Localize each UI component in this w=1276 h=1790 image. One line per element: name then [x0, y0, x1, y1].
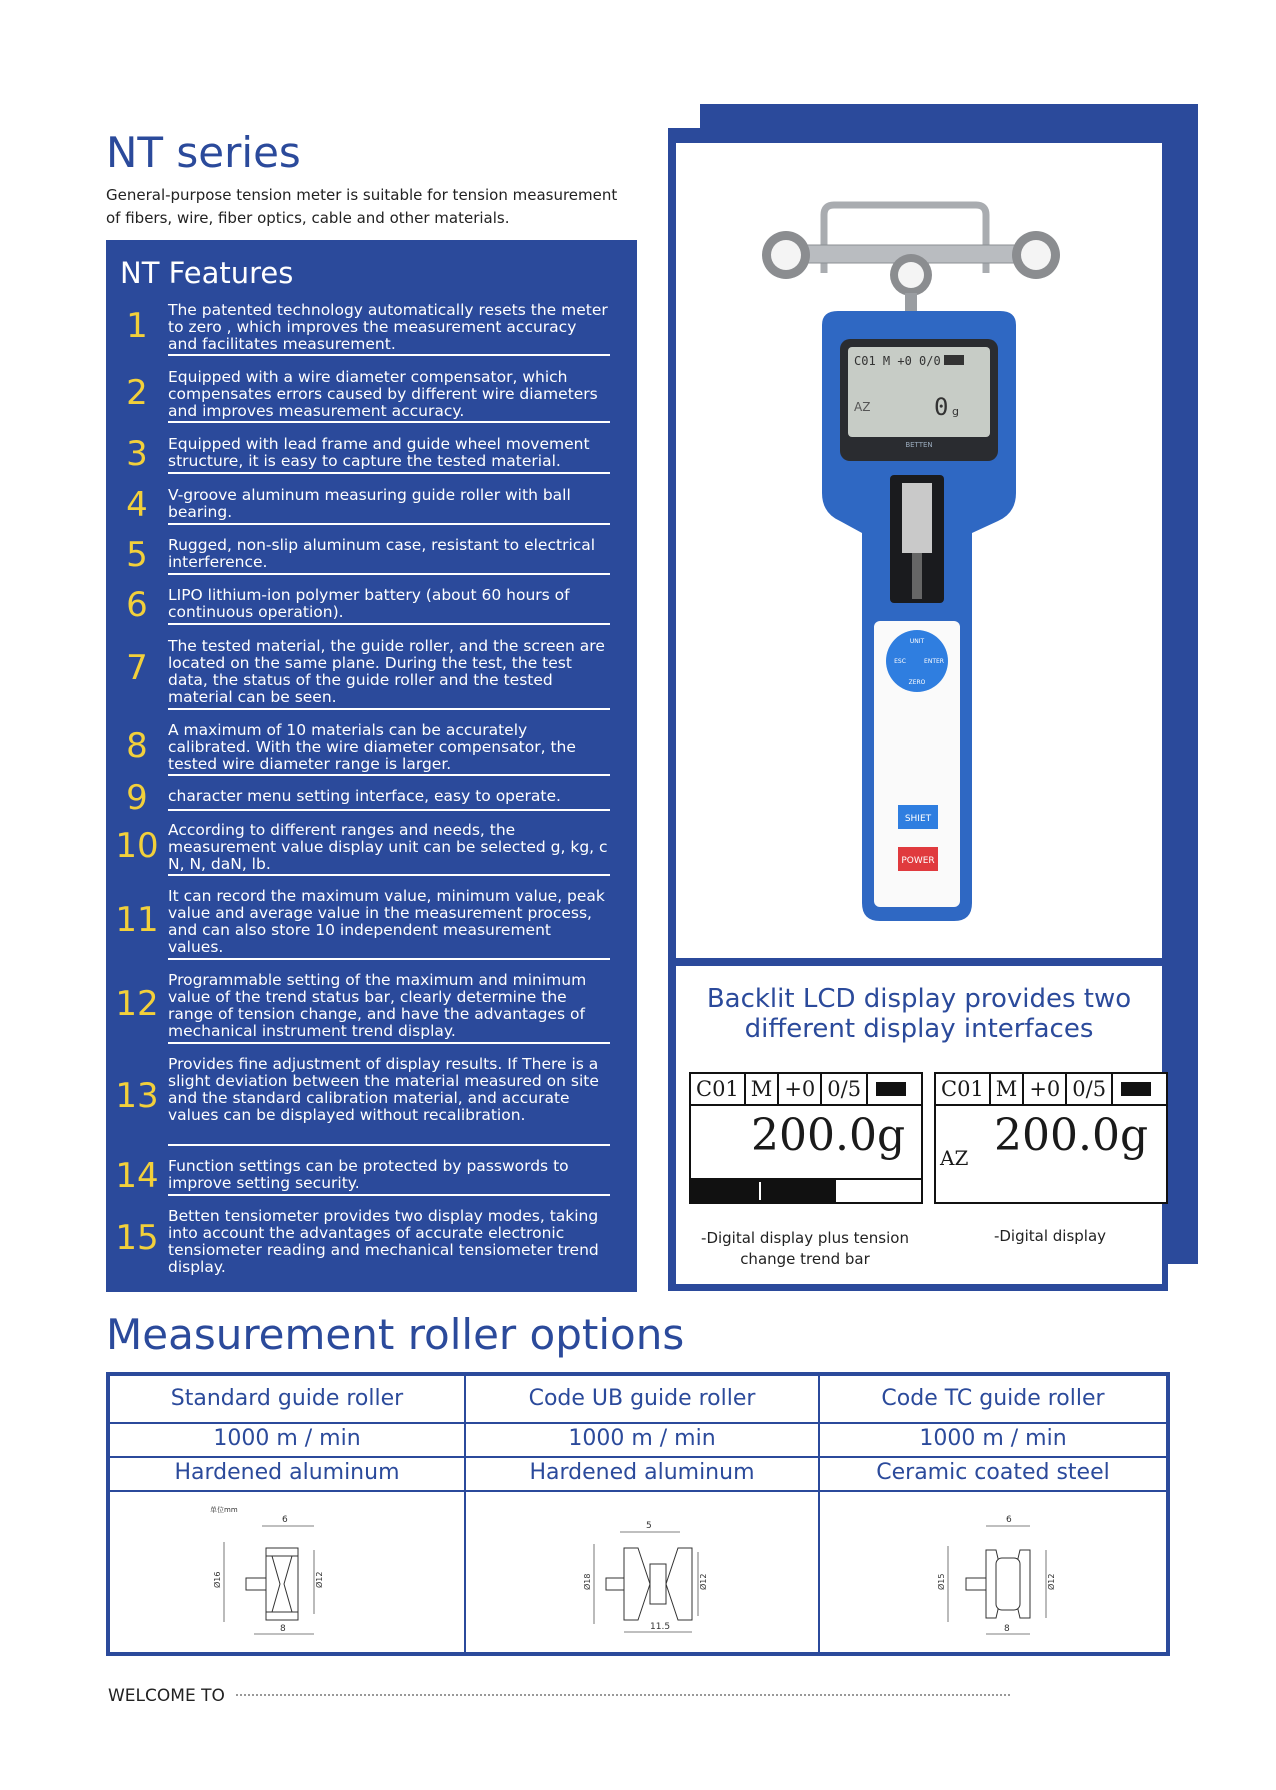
roller-drawing-standard	[210, 1498, 370, 1648]
feature-text: V-groove aluminum measuring guide roller with ball bearing.	[168, 486, 571, 521]
feature-text: The patented technology automatically resets the meter to zero , which improves the measurement accuracy and facilitates measurement.	[168, 301, 608, 353]
svg-text:Ø12: Ø12	[699, 1573, 708, 1590]
tension-meter-image	[676, 143, 1162, 958]
divider	[168, 421, 610, 423]
table-divider	[818, 1376, 820, 1652]
divider	[168, 1042, 610, 1044]
feature-text: character menu setting interface, easy to operate.	[168, 787, 561, 805]
feature-text: Rugged, non-slip aluminum case, resistant to electrical interference.	[168, 536, 596, 571]
battery-icon	[876, 1082, 906, 1096]
feature-text: According to different ranges and needs, the measurement value display unit can be selected g, kg, c N, N, daN, lb.	[168, 821, 608, 873]
roller-table	[106, 1372, 1170, 1656]
lcd-cell: 0/5	[1067, 1074, 1113, 1104]
device-lcd-status: C01 M +0 0/0	[854, 354, 941, 368]
feature-number: 7	[126, 648, 148, 688]
key-zero: ZERO	[908, 679, 926, 686]
divider	[168, 472, 610, 474]
divider	[168, 354, 610, 356]
feature-text: Equipped with lead frame and guide wheel movement structure, it is easy to capture the tested material.	[168, 435, 590, 470]
key-esc: ESC	[894, 658, 906, 665]
lcd-value: 200.0g	[751, 1110, 906, 1161]
svg-text:Ø12: Ø12	[1047, 1573, 1056, 1590]
lcd-az: AZ	[940, 1146, 969, 1170]
divider	[168, 573, 610, 575]
power-button-label: POWER	[901, 856, 935, 866]
lcd-cell: +0	[779, 1074, 822, 1104]
svg-text:11.5: 11.5	[650, 1622, 671, 1632]
roller-speed: 1000 m / min	[568, 1426, 716, 1451]
feature-number: 9	[126, 778, 148, 818]
trend-bar-marker	[759, 1182, 761, 1200]
table-divider	[110, 1422, 1166, 1424]
table-divider	[110, 1456, 1166, 1458]
lcd-cell: M	[991, 1074, 1025, 1104]
feature-number: 8	[126, 726, 148, 766]
feature-number: 6	[126, 585, 148, 625]
divider	[168, 874, 610, 876]
product-photo-area	[676, 143, 1162, 958]
svg-text:5: 5	[646, 1521, 652, 1531]
footer-text: WELCOME TO	[108, 1686, 225, 1706]
feature-text: A maximum of 10 materials can be accurately calibrated. With the wire diameter compensator, the tested wire diameter range is larger.	[168, 721, 576, 773]
feature-number: 2	[126, 373, 148, 413]
intro-text: General-purpose tension meter is suitable for tension measurement of fibers, wire, fiber optics, cable and other materials.	[106, 186, 618, 227]
key-enter: ENTER	[924, 658, 944, 665]
roller-drawing-tc	[930, 1498, 1090, 1648]
device-reading: 0	[934, 393, 949, 421]
roller-speed: 1000 m / min	[213, 1426, 361, 1451]
divider	[168, 1144, 610, 1146]
trend-bar	[691, 1178, 921, 1202]
lcd-digital-display	[934, 1072, 1168, 1204]
feature-number: 4	[126, 485, 148, 525]
table-divider	[464, 1376, 466, 1652]
svg-text:6: 6	[1006, 1515, 1012, 1525]
feature-number: 1	[126, 306, 148, 346]
svg-text:8: 8	[1004, 1624, 1010, 1634]
feature-number: 10	[115, 826, 159, 866]
feature-number: 5	[126, 535, 148, 575]
feature-text: Betten tensiometer provides two display modes, taking into account the advantages of accurate electronic tensiometer reading and mechanical tensiometer trend display.	[168, 1207, 599, 1276]
lcd-cell: +0	[1024, 1074, 1067, 1104]
divider	[168, 774, 610, 776]
lcd-caption: -Digital display	[993, 1227, 1107, 1245]
lcd-cell: 0/5	[822, 1074, 868, 1104]
roller-name: Code TC guide roller	[881, 1386, 1105, 1411]
feature-number: 13	[115, 1076, 159, 1116]
unit-note: 单位mm	[210, 1506, 238, 1514]
features-title: NT Features	[120, 256, 294, 290]
lcd-cell: M	[746, 1074, 780, 1104]
features-panel	[106, 240, 637, 1292]
roller-material: Hardened aluminum	[174, 1460, 400, 1485]
feature-text: Function settings can be protected by passwords to improve setting security.	[168, 1157, 569, 1192]
svg-text:Ø16: Ø16	[213, 1571, 222, 1588]
roller-drawing-ub	[580, 1498, 740, 1648]
battery-icon	[1121, 1082, 1151, 1096]
divider	[168, 523, 610, 525]
feature-text: Programmable setting of the maximum and minimum value of the trend status bar, clearly determine the range of tension change, and have the advantages of mechanical instrument trend display.	[168, 971, 587, 1040]
device-brand: BETTEN	[905, 441, 933, 449]
feature-number: 15	[115, 1218, 159, 1258]
feature-text: Provides fine adjustment of display results. If There is a slight deviation between the material measured on site and the standard calibration material, and accurate values can be displayed without recalibration.	[168, 1055, 599, 1124]
divider	[168, 708, 610, 710]
section-title: Measurement roller options	[106, 1310, 685, 1359]
footer-dotted-line	[236, 1694, 1010, 1696]
lcd-cell: C01	[936, 1074, 991, 1104]
feature-text: It can record the maximum value, minimum value, peak value and average value in the measurement process, and can also store 10 independent measurement values.	[168, 887, 605, 956]
divider	[168, 809, 610, 811]
svg-text:Ø18: Ø18	[583, 1573, 592, 1590]
roller-speed: 1000 m / min	[919, 1426, 1067, 1451]
feature-number: 14	[115, 1156, 159, 1196]
divider	[168, 623, 610, 625]
frame-shadow-top	[700, 104, 1198, 128]
lcd-heading: Backlit LCD display provides two different display interfaces	[706, 984, 1132, 1044]
device-az: AZ	[854, 400, 871, 414]
roller-name: Standard guide roller	[170, 1386, 404, 1411]
divider	[168, 958, 610, 960]
device-unit: g	[952, 405, 959, 418]
page-title: NT series	[106, 128, 301, 177]
svg-text:Ø12: Ø12	[315, 1571, 324, 1588]
feature-number: 3	[126, 434, 148, 474]
lcd-cell: C01	[691, 1074, 746, 1104]
lcd-value: 200.0g	[994, 1110, 1149, 1161]
divider	[168, 1194, 610, 1196]
feature-text: Equipped with a wire diameter compensator, which compensates errors caused by different wire diameters and improves measurement accuracy.	[168, 368, 598, 420]
key-unit: UNIT	[909, 638, 925, 645]
lcd-trend-display	[689, 1072, 923, 1204]
roller-material: Hardened aluminum	[529, 1460, 755, 1485]
roller-name: Code UB guide roller	[528, 1386, 756, 1411]
shift-button-label: SHIET	[904, 814, 932, 824]
trend-bar-marker	[815, 1182, 817, 1200]
svg-text:8: 8	[280, 1624, 286, 1634]
feature-text: The tested material, the guide roller, and the screen are located on the same plane. During the test, the test data, the status of the guide roller and the tested material can be seen.	[168, 637, 605, 706]
lcd-caption: -Digital display plus tension change trend bar	[701, 1229, 909, 1268]
feature-number: 12	[115, 984, 159, 1024]
svg-text:6: 6	[282, 1515, 288, 1525]
feature-text: LIPO lithium-ion polymer battery (about 60 hours of continuous operation).	[168, 586, 570, 621]
feature-number: 11	[115, 900, 159, 940]
table-divider	[110, 1490, 1166, 1492]
svg-text:Ø15: Ø15	[937, 1573, 946, 1590]
roller-material: Ceramic coated steel	[876, 1460, 1110, 1485]
